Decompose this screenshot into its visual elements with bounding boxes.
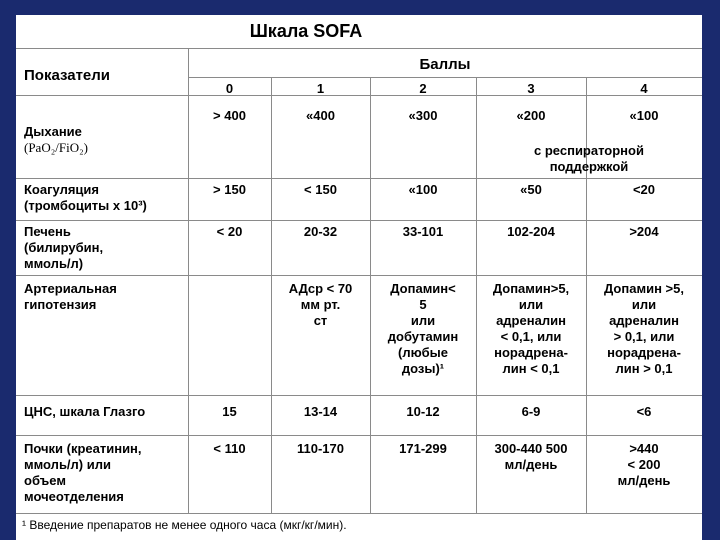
kidneys-value: 171-299 — [399, 441, 447, 456]
grid-line — [16, 435, 702, 436]
breathing-formula: (PaO₂/FiO₂) — [24, 140, 88, 155]
coagulation-value: «50 — [520, 182, 542, 197]
score-header: 4 — [640, 81, 648, 96]
score-header: 3 — [527, 81, 535, 96]
grid-line — [16, 275, 702, 276]
breathing-value: «300 — [408, 108, 438, 123]
row-label-breathing — [24, 108, 88, 156]
row-label-coagulation: Коагуляция (тромбоциты х 10³) — [24, 182, 147, 213]
cns-value: 15 — [222, 404, 237, 419]
slide-title: Шкала SOFA — [249, 21, 363, 41]
slide — [16, 15, 702, 540]
breathing-value: > 400 — [213, 108, 246, 123]
liver-value: 102-204 — [507, 224, 555, 239]
grid-line — [16, 395, 702, 396]
footnote: ¹ Введение препаратов не менее одного часа (мкг/кг/мин). — [22, 518, 347, 532]
score-header: 1 — [316, 81, 325, 96]
hypotension-value: АДср < 70 мм рт. ст — [288, 281, 353, 328]
points-header: Баллы — [419, 56, 471, 73]
liver-value: 33-101 — [402, 224, 444, 239]
score-header: 2 — [419, 81, 427, 96]
breathing-value: «100 — [629, 108, 659, 123]
row-label-cns: ЦНС, шкала Глазго — [24, 404, 146, 419]
breathing-value: «400 — [306, 108, 335, 123]
grid-line — [16, 513, 702, 514]
breathing-label: Дыхание — [24, 124, 82, 139]
coagulation-value: «100 — [408, 182, 438, 197]
liver-value: >204 — [629, 224, 659, 239]
row-label-liver: Печень (билирубин, ммоль/л) — [24, 224, 104, 271]
kidneys-value: 110-170 — [297, 441, 344, 456]
cns-value: 10-12 — [406, 404, 440, 419]
breathing-support-note: с респираторной поддержкой — [534, 143, 644, 174]
hypotension-value: Допамин >5, или адреналин > 0,1, или норадрена- лин > 0,1 — [604, 281, 684, 376]
coagulation-value: < 150 — [304, 182, 337, 197]
kidneys-value: >440 < 200 мл/день — [617, 441, 671, 488]
grid-line — [16, 178, 702, 179]
indicators-header: Показатели — [24, 67, 111, 84]
grid-line — [16, 220, 702, 221]
liver-value: < 20 — [216, 224, 243, 239]
row-label-kidneys: Почки (креатинин, ммоль/л) или объем мочеотделения — [24, 441, 142, 504]
breathing-value: «200 — [516, 108, 546, 123]
hypotension-value: Допамин< 5 или добутамин (любые дозы)¹ — [387, 281, 459, 376]
cns-value: 6-9 — [521, 404, 541, 419]
hypotension-value: Допамин>5, или адреналин < 0,1, или норадрена- лин < 0,1 — [492, 281, 570, 376]
cns-value: <6 — [636, 404, 652, 419]
score-header: 0 — [225, 81, 234, 96]
grid-line — [16, 48, 702, 49]
kidneys-value: < 110 — [213, 441, 246, 456]
liver-value: 20-32 — [303, 224, 338, 239]
grid-line — [188, 77, 702, 78]
cns-value: 13-14 — [303, 404, 338, 419]
kidneys-value: 300-440 500 мл/день — [494, 441, 568, 472]
coagulation-value: <20 — [632, 182, 656, 197]
row-label-hypotension: Артериальная гипотензия — [24, 281, 117, 312]
coagulation-value: > 150 — [213, 182, 246, 197]
